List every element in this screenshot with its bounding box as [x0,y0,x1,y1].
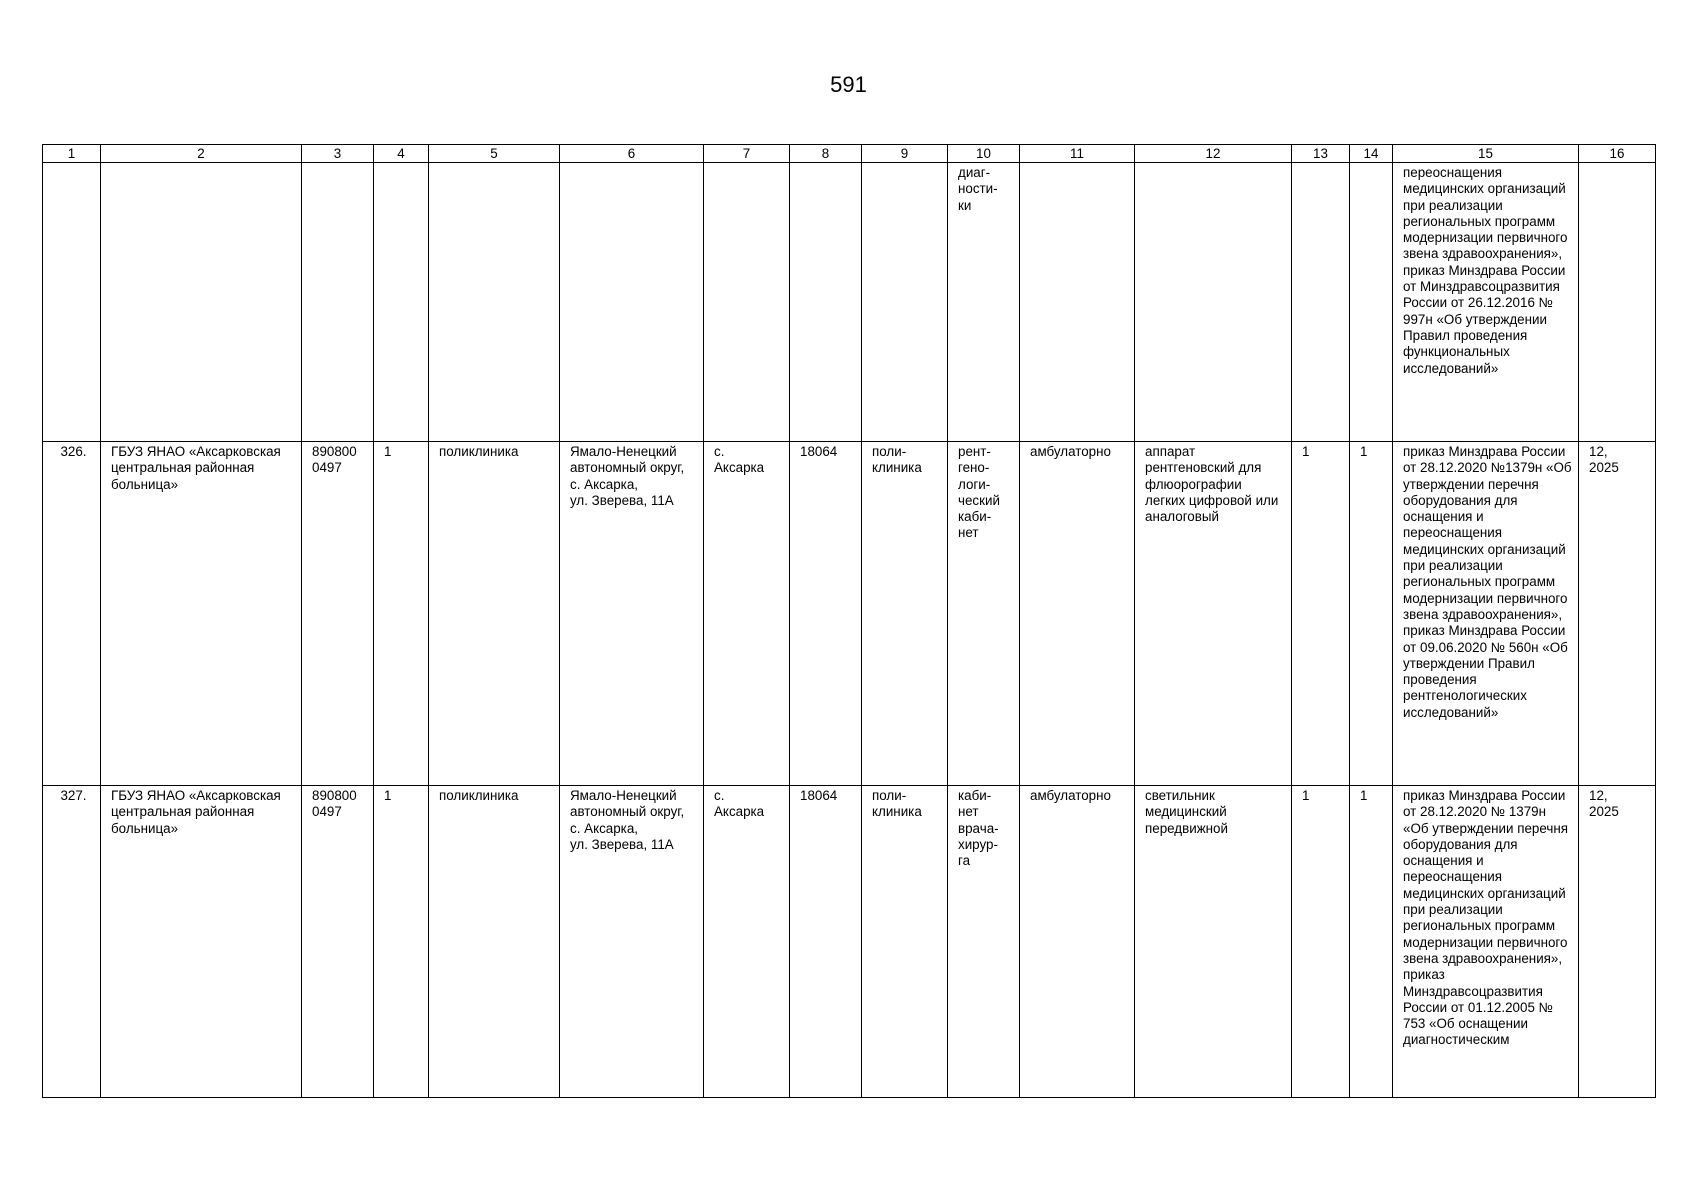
column-number: 13 [1292,145,1350,163]
cell-col14: 1 [1350,442,1393,786]
page-number: 591 [830,72,867,97]
column-number: 4 [374,145,429,163]
cell-row-number: 327. [43,786,101,1098]
cell-col13: 1 [1292,442,1350,786]
column-number-row [43,145,1656,163]
column-number: 1 [43,145,101,163]
cell-col16: 12, 2025 [1579,786,1656,1098]
cell-room: рент- гено- логи- ческий каби- нет [948,442,1020,786]
cell-col13: 1 [1292,786,1350,1098]
cell-care-form [1020,163,1135,442]
cell-room: диаг- ности- ки [948,163,1020,442]
cell-equipment: аппарат рентгеновский для флюорографии легких цифровой или аналоговый [1135,442,1292,786]
cell-facility-type: поликлиника [429,442,560,786]
cell-col8: 18064 [790,442,862,786]
cell-locality: с. Аксарка [704,786,790,1098]
cell-locality: с. Аксарка [704,442,790,786]
cell-unit: поли- клиника [862,786,948,1098]
cell-unit: поли- клиника [862,442,948,786]
cell-care-form: амбулаторно [1020,786,1135,1098]
cell-col14: 1 [1350,786,1393,1098]
cell-code: 890800 0497 [302,786,374,1098]
cell-equipment: светильник медицинский передвижной [1135,786,1292,1098]
cell-col8: 18064 [790,786,862,1098]
cell-facility-type [429,163,560,442]
column-number: 15 [1393,145,1579,163]
column-number: 9 [862,145,948,163]
column-number: 10 [948,145,1020,163]
cell-row-number [43,163,101,442]
table-row-continuation [43,163,1656,442]
column-number: 11 [1020,145,1135,163]
cell-room: каби- нет врача- хирур- га [948,786,1020,1098]
cell-col8 [790,163,862,442]
cell-unit [862,163,948,442]
cell-code: 890800 0497 [302,442,374,786]
cell-col13 [1292,163,1350,442]
cell-col4: 1 [374,786,429,1098]
cell-col16: 12, 2025 [1579,442,1656,786]
cell-col14 [1350,163,1393,442]
column-number: 7 [704,145,790,163]
column-number: 14 [1350,145,1393,163]
cell-regulation: приказ Минздрава России от 28.12.2020 №1379н «Об утверждении перечня оборудования для оснащения и переоснащения медицинских организаций при реализации региональных программ модернизации первичного звена здравоохранения», приказ Минздрава России от 09.06.2020 № 560н «Об утверждении Правил проведения рентгенологических исследований» [1393,442,1579,786]
cell-regulation: переоснащения медицинских организаций при реализации региональных программ модернизации первичного звена здравоохранения», приказ Минздрава России от Минздравсоцразвития России от 26.12.2016 № 997н «Об утверждении Правил проведения функциональных исследований» [1393,163,1579,442]
cell-col16 [1579,163,1656,442]
cell-locality [704,163,790,442]
cell-organization: ГБУЗ ЯНАО «Аксарковская центральная районная больница» [101,442,302,786]
column-number: 3 [302,145,374,163]
cell-regulation [1393,786,1579,1098]
cell-col4 [374,163,429,442]
regulation-text: приказ Минздрава России от 28.12.2020 № 1379н «Об утверждении перечня оборудования для оснащения и переоснащения медицинских организаций при реализации региональных программ модернизации первичного звена здравоохранения», приказ Минздравсоцразвития России от 01.12.2005 № 753 «Об оснащении диагностическим [1403,788,1569,1048]
column-number: 16 [1579,145,1656,163]
cell-address: Ямало-Ненецкий автономный округ, с. Аксарка, ул. Зверева, 11А [560,786,704,1098]
table-row [43,442,1656,786]
registry-table [42,144,1656,1098]
table-row [43,786,1656,1098]
column-number: 5 [429,145,560,163]
column-number: 12 [1135,145,1292,163]
cell-organization [101,163,302,442]
column-number: 8 [790,145,862,163]
cell-facility-type: поликлиника [429,786,560,1098]
cell-equipment [1135,163,1292,442]
cell-row-number: 326. [43,442,101,786]
cell-organization: ГБУЗ ЯНАО «Аксарковская центральная районная больница» [101,786,302,1098]
cell-code [302,163,374,442]
column-number: 6 [560,145,704,163]
cell-col4: 1 [374,442,429,786]
cell-address: Ямало-Ненецкий автономный округ, с. Аксарка, ул. Зверева, 11А [560,442,704,786]
column-number: 2 [101,145,302,163]
cell-address [560,163,704,442]
cell-care-form: амбулаторно [1020,442,1135,786]
